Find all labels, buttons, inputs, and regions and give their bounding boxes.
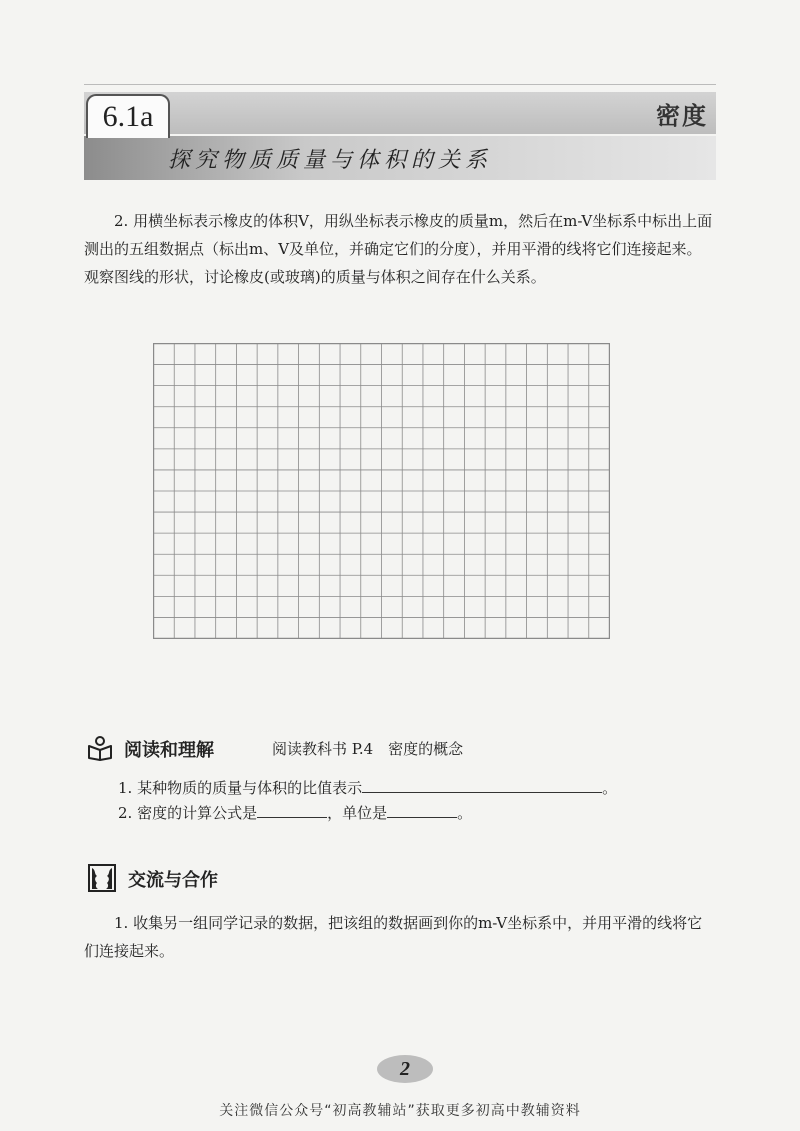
q2-text-a: 2. 密度的计算公式是	[118, 804, 258, 822]
page-number: 2	[400, 1058, 410, 1080]
q2-end: 。	[457, 804, 473, 822]
reading-note: 阅读教科书 P.4 密度的概念	[272, 740, 464, 758]
reading-question-1	[118, 776, 617, 800]
reading-title: 阅读和理解	[124, 740, 214, 761]
header-rule	[84, 84, 716, 85]
q2-unit-blank[interactable]	[387, 803, 457, 818]
lesson-number: 6.1a	[86, 94, 170, 138]
reading-question-2	[118, 801, 472, 825]
topic-title: 密度	[656, 102, 708, 130]
exchange-text: 1. 收集另一组同学记录的数据，把该组的数据画到你的m-V坐标系中，并用平滑的线将它们连接起来。	[84, 914, 703, 960]
lesson-subtitle: 探究物质质量与体积的关系	[168, 148, 493, 173]
q1-text: 1. 某种物质的质量与体积的比值表示	[118, 779, 363, 797]
q2-formula-blank[interactable]	[257, 803, 327, 818]
footer-note: 关注微信公众号“初高教辅站”获取更多初高中教辅资料	[219, 1103, 581, 1119]
faces-vase-icon	[88, 864, 116, 892]
q2-text-b: ，单位是	[327, 804, 388, 822]
graph-paper-grid[interactable]	[153, 343, 610, 639]
header-band	[84, 92, 716, 134]
grid-svg	[153, 343, 610, 639]
exchange-title: 交流与合作	[128, 870, 218, 891]
q1-blank[interactable]	[362, 778, 602, 793]
task-2-text: 2. 用横坐标表示橡皮的体积V，用纵坐标表示橡皮的质量m，然后在m-V坐标系中标出上面测出的五组数据点（标出m、V及单位，并确定它们的分度），并用平滑的线将它们连接起来。观察图线的形状，讨论橡皮(或玻璃)的质量与体积之间存在什么关系。	[84, 212, 713, 286]
book-reader-icon	[86, 733, 114, 761]
q1-end: 。	[602, 779, 618, 797]
